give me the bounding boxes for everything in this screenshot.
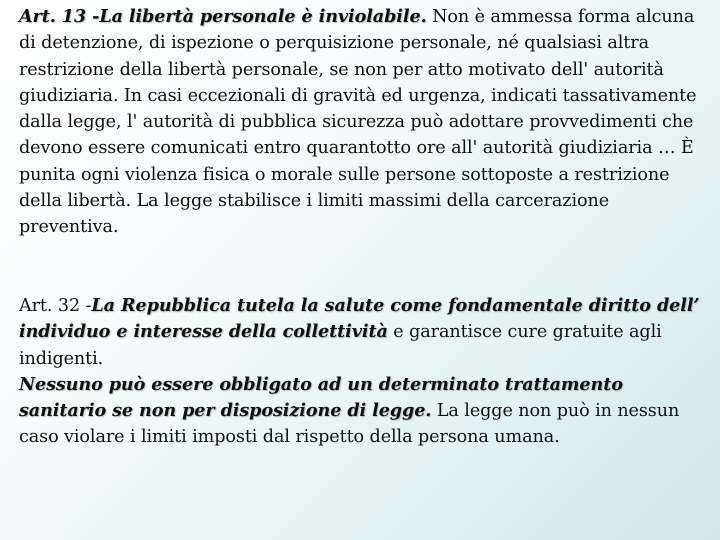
article-32-heading: La Repubblica tutela la salute come fondamentale diritto dell’ individuo e interesse della collettività <box>19 295 700 343</box>
article-32-body-1: e garantisce cure gratuite agli indigenti. <box>19 322 662 369</box>
article-32-paragraph <box>19 293 709 451</box>
article-13-paragraph <box>19 4 709 241</box>
article-32-heading-2: Nessuno può essere obbligato ad un determinato trattamento sanitario se non per disposizione di legge. <box>19 373 623 422</box>
article-32-prefix: Art. 32 - <box>19 296 92 316</box>
article-13-prefix: Art. 13 - <box>19 6 100 27</box>
article-13-heading: La libertà personale è inviolabile. <box>99 6 427 27</box>
article-13-body: Non è ammessa forma alcuna di detenzione, di ispezione o perquisizione personale, né qualsiasi altra restrizione della libertà personale, se non per atto motivato dell' autorità giudiziaria. In casi eccezionali di gravità ed urgenza, indicati tassativamente dalla legge, l' autorità di pubblica sicurezza può adottare provvedimenti che devono essere comunicati entro quarantotto ore all' autorità giudiziaria … È punita ogni violenza fisica o morale sulle persone sottoposte a restrizione della libertà. La legge stabilisce i limiti massimi della carcerazione preventiva. <box>19 7 697 238</box>
article-32-body-2: La legge non può in nessun caso violare i limiti imposti dal rispetto della persona umana. <box>19 401 680 448</box>
